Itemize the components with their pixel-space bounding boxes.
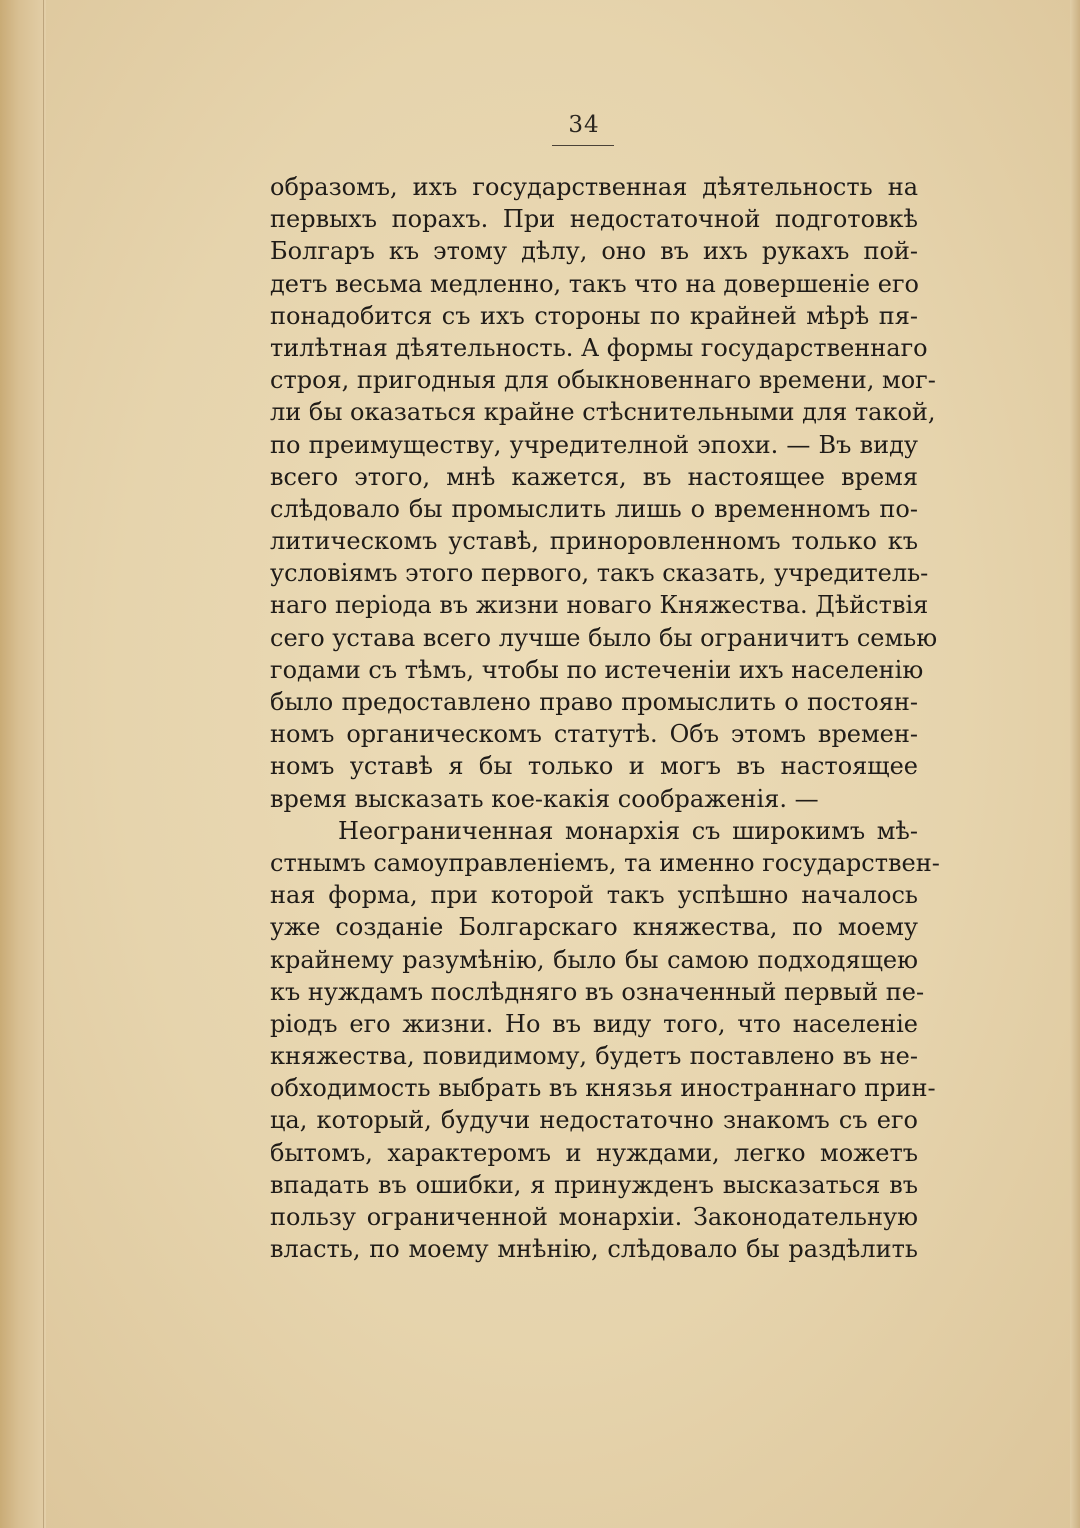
text-line: детъ весьма медленно, такъ что на довершеніе его bbox=[270, 269, 919, 298]
text-line: пользу ограниченной монархіи. Законодательную bbox=[270, 1203, 918, 1231]
text-line: номъ уставѣ я бы только и могъ въ настоящее bbox=[270, 752, 918, 781]
text-line: Неограниченная монархія съ широкимъ мѣ- bbox=[338, 816, 918, 845]
text-line: наго періода въ жизни новаго Княжества. Дѣйствія bbox=[270, 591, 929, 620]
text-line: крайнему разумѣнію, было бы самою подходящею bbox=[270, 945, 918, 974]
page-number: 34 bbox=[568, 112, 600, 138]
text-line: ли бы оказаться крайне стѣснительными для такой, bbox=[270, 398, 936, 427]
text-line: понадобится съ ихъ стороны по крайней мѣрѣ пя- bbox=[270, 301, 918, 330]
text-line: тилѣтная дѣятельность. А формы государственнаго bbox=[270, 333, 928, 362]
text-line: княжества, повидимому, будетъ поставлено въ не- bbox=[270, 1042, 918, 1071]
paragraph-1 bbox=[270, 171, 938, 815]
text-line: время высказать кое-какія соображенія. — bbox=[270, 784, 819, 813]
text-line: сего устава всего лучше было бы ограничитъ семью bbox=[270, 623, 938, 652]
text-line: условіямъ этого первого, такъ сказать, учредитель- bbox=[270, 559, 929, 588]
text-line: первыхъ порахъ. При недостаточной подготовкѣ bbox=[270, 205, 918, 234]
text-line: литическомъ уставѣ, приноровленномъ только къ bbox=[270, 527, 918, 556]
text-line: ріодъ его жизни. Но въ виду того, что населеніе bbox=[270, 1009, 918, 1038]
text-line: ная форма, при которой такъ успѣшно началось bbox=[270, 881, 918, 910]
text-line: къ нуждамъ послѣдняго въ означенный первый пе- bbox=[270, 977, 925, 1006]
text-line: уже созданіе Болгарскаго княжества, по моему bbox=[270, 913, 918, 942]
body-text bbox=[270, 171, 940, 1265]
text-line: стнымъ самоуправленіемъ, та именно государствен- bbox=[270, 848, 940, 877]
text-line: по преимуществу, учредителной эпохи. — Въ виду bbox=[270, 430, 918, 459]
page-gutter-edge bbox=[0, 0, 46, 1528]
text-line: власть, по моему мнѣнію, слѣдовало бы раздѣлить bbox=[270, 1235, 918, 1264]
text-line: образомъ, ихъ государственная дѣятельность на bbox=[270, 173, 918, 201]
paragraph-2 bbox=[270, 815, 940, 1266]
text-line: Болгаръ къ этому дѣлу, оно въ ихъ рукахъ пой- bbox=[270, 237, 918, 266]
page-right-edge bbox=[1070, 0, 1080, 1528]
text-line: ца, который, будучи недостаточно знакомъ съ его bbox=[270, 1106, 918, 1135]
text-line: номъ органическомъ статутѣ. Объ этомъ времен- bbox=[270, 720, 918, 749]
text-line: годами съ тѣмъ, чтобы по истеченіи ихъ населенію bbox=[270, 655, 924, 684]
text-line: было предоставлено право промыслить о постоян- bbox=[270, 688, 918, 716]
text-line: строя, пригодныя для обыкновеннаго времени, мог- bbox=[270, 366, 936, 395]
text-line: впадать въ ошибки, я принужденъ высказаться въ bbox=[270, 1170, 918, 1199]
page-number-rule bbox=[552, 145, 614, 146]
text-line: слѣдовало бы промыслить лишь о временномъ по- bbox=[270, 494, 918, 523]
text-line: обходимость выбрать въ князья иностраннаго прин- bbox=[270, 1074, 936, 1103]
text-line: всего этого, мнѣ кажется, въ настоящее время bbox=[270, 462, 918, 491]
text-line: бытомъ, характеромъ и нуждами, легко можетъ bbox=[270, 1138, 918, 1167]
